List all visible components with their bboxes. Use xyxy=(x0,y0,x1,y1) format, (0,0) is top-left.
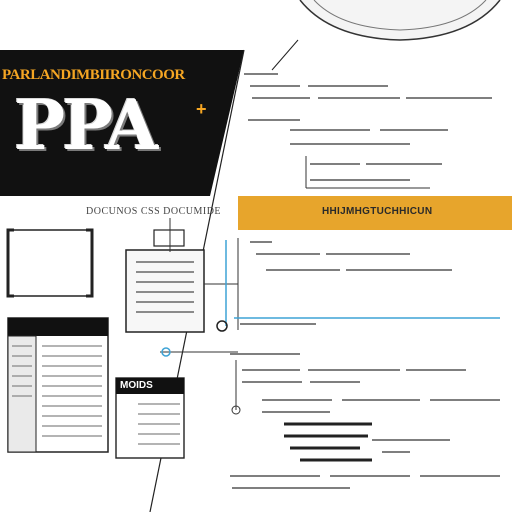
banner-heading: PARLANDIMBIIRONCOOR xyxy=(2,67,185,83)
orange-bar-label: HHIJMHGTUCHHICUN xyxy=(322,206,433,217)
bracket-frame xyxy=(8,230,92,296)
right-top-text-block xyxy=(244,74,492,180)
logo-mark: PPA xyxy=(14,86,156,166)
clipboard-document-icon xyxy=(126,230,204,332)
right-bottom-text-block xyxy=(230,354,500,488)
bold-text-block xyxy=(284,424,372,460)
doc-card-label: MOIDS xyxy=(120,380,153,391)
plus-icon: + xyxy=(196,99,207,119)
blue-connector xyxy=(162,240,500,356)
section-caption: DOCUNOS CSS DOCUMIDE xyxy=(86,206,222,217)
left-report-document xyxy=(8,318,108,452)
right-middle-text-block xyxy=(240,242,452,324)
glass-dome-icon xyxy=(300,0,500,40)
